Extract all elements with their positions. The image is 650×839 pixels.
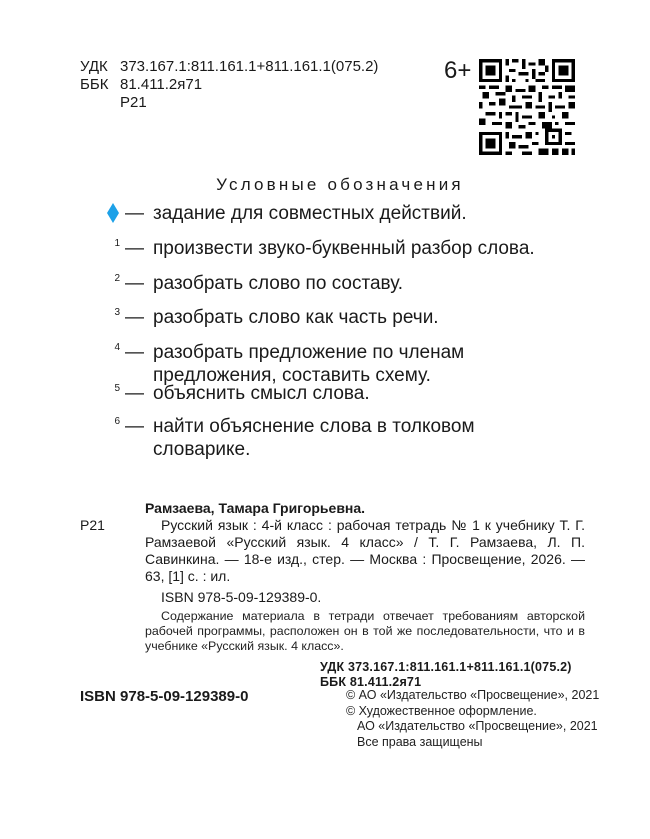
legend-dash: — (125, 203, 144, 224)
classification-codes (145, 660, 585, 690)
copyright-line: Все права защищены (357, 734, 483, 749)
legend-item (95, 306, 513, 329)
legend-dash: — (125, 383, 144, 404)
bibliographic-record (145, 500, 585, 690)
copyright-line: © Художественное оформление. (346, 703, 537, 718)
qr-code-icon[interactable] (479, 59, 575, 155)
copyright-line: АО «Издательство «Просвещение», 2021 (357, 719, 598, 733)
superscript-marker: 6 (114, 416, 120, 427)
age-rating: 6+ (444, 57, 472, 84)
footer-isbn: ISBN 978-5-09-129389-0 (80, 688, 249, 705)
legend-text: разобрать слово как часть речи. (153, 307, 439, 328)
copyright-line: © АО «Издательство «Просвещение», 2021 (346, 688, 600, 702)
diamond-icon (95, 202, 125, 228)
classification-block (80, 58, 378, 112)
udk-label: УДК (80, 58, 108, 75)
bbk-label: ББК (80, 76, 109, 93)
book-description: Русский язык : 4-й класс : рабочая тетрадь № 1 к учебнику Т. Г. Рамзаевой «Русский язык. 4 класс» / Т. Г. Рамзаева, Л. П. Савинкина. — 18-е изд., стер. — Москва : Просвещение, 2026. — 63, [1] с. : ил. (145, 517, 585, 584)
content-note: Содержание материала в тетради отвечает требованиям авторской рабочей программы, расположен он в той же последовательности, что и в учебнике «Русский язык. 4 класс». (145, 609, 585, 653)
legend-text: объяснить смысл слова. (153, 383, 370, 404)
bbk-row (80, 76, 378, 94)
superscript-marker: 3 (114, 307, 120, 318)
author-mark-value: Р21 (120, 94, 147, 111)
legend-title: Условные обозначения (216, 175, 464, 194)
bbk-value: 81.411.2я71 (120, 76, 203, 93)
udk-row (80, 58, 378, 76)
shelf-code: Р21 (80, 517, 105, 533)
legend-dash: — (125, 238, 144, 259)
legend-dash: — (125, 342, 144, 363)
legend-item (95, 272, 513, 295)
copyright-block (346, 688, 599, 750)
legend-text: задание для совместных действий. (153, 203, 467, 224)
legend-item (95, 382, 513, 405)
legend-dash: — (125, 307, 144, 328)
superscript-marker: 2 (114, 273, 120, 284)
udk-value: 373.167.1:811.161.1+811.161.1(075.2) (120, 58, 379, 75)
legend-item (95, 341, 493, 387)
book-isbn: ISBN 978-5-09-129389-0. (161, 589, 322, 605)
udk-code: УДК 373.167.1:811.161.1+811.161.1(075.2) (320, 660, 572, 674)
legend-item (95, 202, 513, 228)
author-mark-row (80, 94, 378, 112)
superscript-marker: 1 (114, 238, 120, 249)
superscript-marker: 4 (114, 342, 120, 353)
legend-text: разобрать слово по составу. (153, 273, 404, 294)
bbk-code: ББК 81.411.2я71 (320, 675, 422, 689)
legend-text: найти объяснение слова в толковом словарике. (153, 416, 475, 460)
legend-dash: — (125, 416, 144, 437)
author-mark-label (80, 94, 120, 112)
legend-dash: — (125, 273, 144, 294)
author-name: Рамзаева, Тамара Григорьевна. (145, 500, 366, 516)
legend-text: произвести звуко-буквенный разбор слова. (153, 238, 535, 259)
superscript-marker: 5 (114, 383, 120, 394)
legend-text: разобрать предложение по членам предложения, составить схему. (153, 342, 465, 386)
legend-item (95, 237, 573, 260)
legend-item (95, 415, 493, 461)
